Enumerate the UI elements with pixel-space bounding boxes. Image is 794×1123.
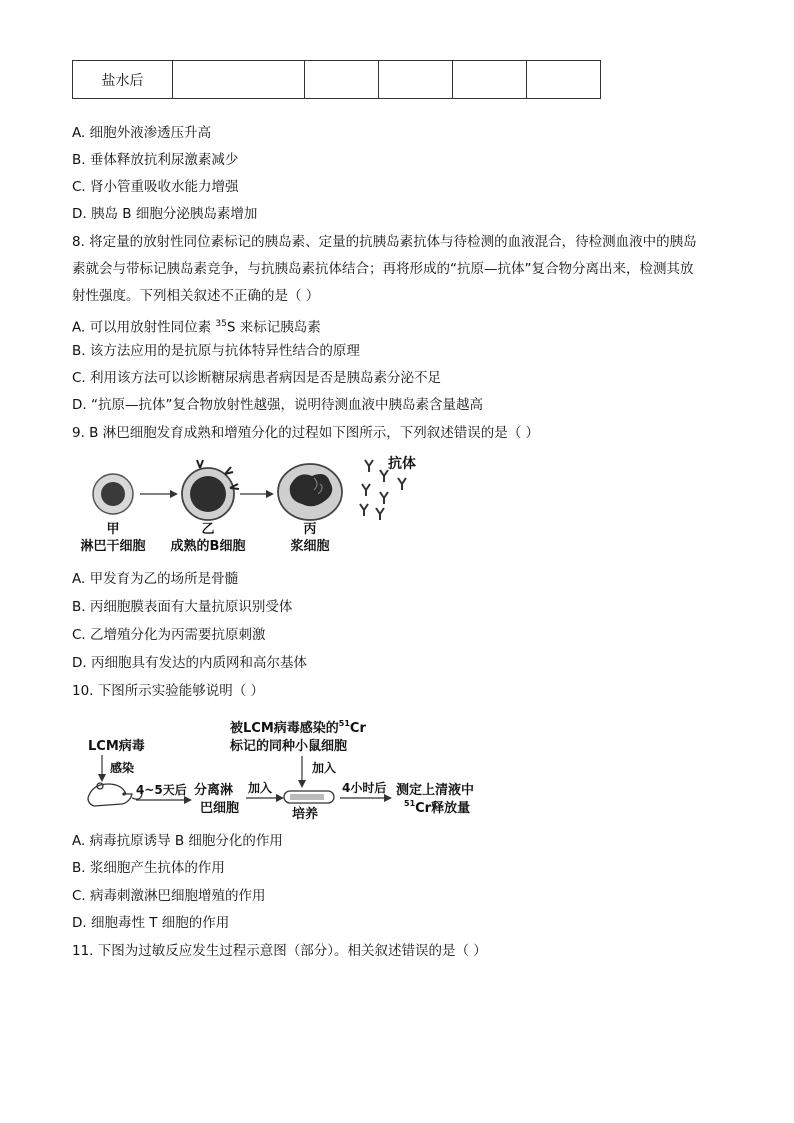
cell-yi-name: 成熟的B细胞 [170,539,246,554]
target-cell-label-2: 标记的同种小鼠细胞 [230,739,348,754]
hours-label: 4小时后 [342,781,387,795]
q8-option-a-text: A. 可以用放射性同位素 [72,319,216,336]
q10-option-b: B. 浆细胞产生抗体的作用 [72,860,225,876]
table-row [73,61,601,99]
q7-option-b: B. 垂体释放抗利尿激素减少 [72,152,239,168]
q7-option-c: C. 肾小管重吸收水能力增强 [72,179,239,195]
b-cell-icon [182,460,239,520]
q7-option-d: D. 胰岛 B 细胞分泌胰岛素增加 [72,206,258,222]
q8-stem-line-2: 素就会与带标记胰岛素竞争，与抗胰岛素抗体结合；再将形成的“抗原—抗体”复合物分离出来，检测其放 [72,261,694,277]
cell-bing-name: 浆细胞 [290,539,330,554]
culture-label: 培养 [292,807,319,822]
table-cell [527,61,601,99]
q9-option-a: A. 甲发育为乙的场所是骨髓 [72,571,239,587]
q8-option-a [72,314,321,338]
q8-stem-line-3: 射性强度。下列相关叙述不正确的是（ ） [72,288,320,304]
q10-stem: 10. 下图所示实验能够说明（ ） [72,683,265,699]
plasma-cell-icon [278,464,342,520]
table-cell [379,61,453,99]
answer-table [72,60,601,99]
add-label-1: 加入 [248,781,273,795]
q8-option-c: C. 利用该方法可以诊断糖尿病患者病因是否是胰岛素分泌不足 [72,370,442,386]
separate-label-1: 分离淋 [194,783,234,798]
q11-stem: 11. 下图为过敏反应发生过程示意图（部分）。相关叙述错误的是（ ） [72,943,487,959]
q10-option-c: C. 病毒刺激淋巴细胞增殖的作用 [72,888,266,904]
target-cell-label-1: 被LCM病毒感染的$^{51}$Cr [230,719,366,736]
q8-option-a-text-2: S 来标记胰岛素 [226,319,321,336]
table-row-label: 盐水后 [73,61,173,99]
arrow-right-icon [240,490,274,498]
add-label-2: 加入 [312,761,337,775]
virus-label: LCM病毒 [88,739,145,754]
q9-option-c: C. 乙增殖分化为丙需要抗原刺激 [72,627,266,643]
q8-option-d: D. “抗原—抗体”复合物放射性越强，说明待测血液中胰岛素含量越高 [72,397,483,413]
mouse-icon [88,783,142,806]
q8-option-b: B. 该方法应用的是抗原与抗体特异性结合的原理 [72,343,360,359]
cell-bing-letter: 丙 [303,522,317,537]
q9-option-d: D. 丙细胞具有发达的内质网和高尔基体 [72,655,307,671]
q7-option-a: A. 细胞外液渗透压升高 [72,125,212,141]
table-cell [173,61,305,99]
table-cell [305,61,379,99]
cell-yi-letter: 乙 [201,522,215,537]
q8-option-a-sup: 35 [215,319,227,329]
test-tube-icon [284,791,334,803]
lcm-experiment-figure [80,712,510,824]
infect-label: 感染 [110,761,135,775]
stem-cell-icon [93,474,133,514]
measure-label-1: 测定上清液中 [396,783,475,798]
q9-stem: 9. B 淋巴细胞发育成熟和增殖分化的过程如下图所示，下列叙述错误的是（ ） [72,425,540,441]
q8-stem-line-1: 8. 将定量的放射性同位素标记的胰岛素、定量的抗胰岛素抗体与待检测的血液混合，待检测血液中的胰岛 [72,234,697,250]
separate-label-2: 巴细胞 [200,801,240,816]
b-cell-figure [80,448,440,558]
arrow-right-icon [140,490,178,498]
q9-option-b: B. 丙细胞膜表面有大量抗原识别受体 [72,599,293,615]
cell-jia-name: 淋巴干细胞 [80,539,146,554]
antibody-label: 抗体 [388,456,416,472]
table-cell [453,61,527,99]
cell-jia-letter: 甲 [106,522,120,537]
q10-option-a: A. 病毒抗原诱导 B 细胞分化的作用 [72,833,283,849]
q10-option-d: D. 细胞毒性 T 细胞的作用 [72,915,230,931]
measure-label-2: $^{51}$Cr释放量 [404,799,471,816]
days-label: 4~5天后 [136,783,187,797]
